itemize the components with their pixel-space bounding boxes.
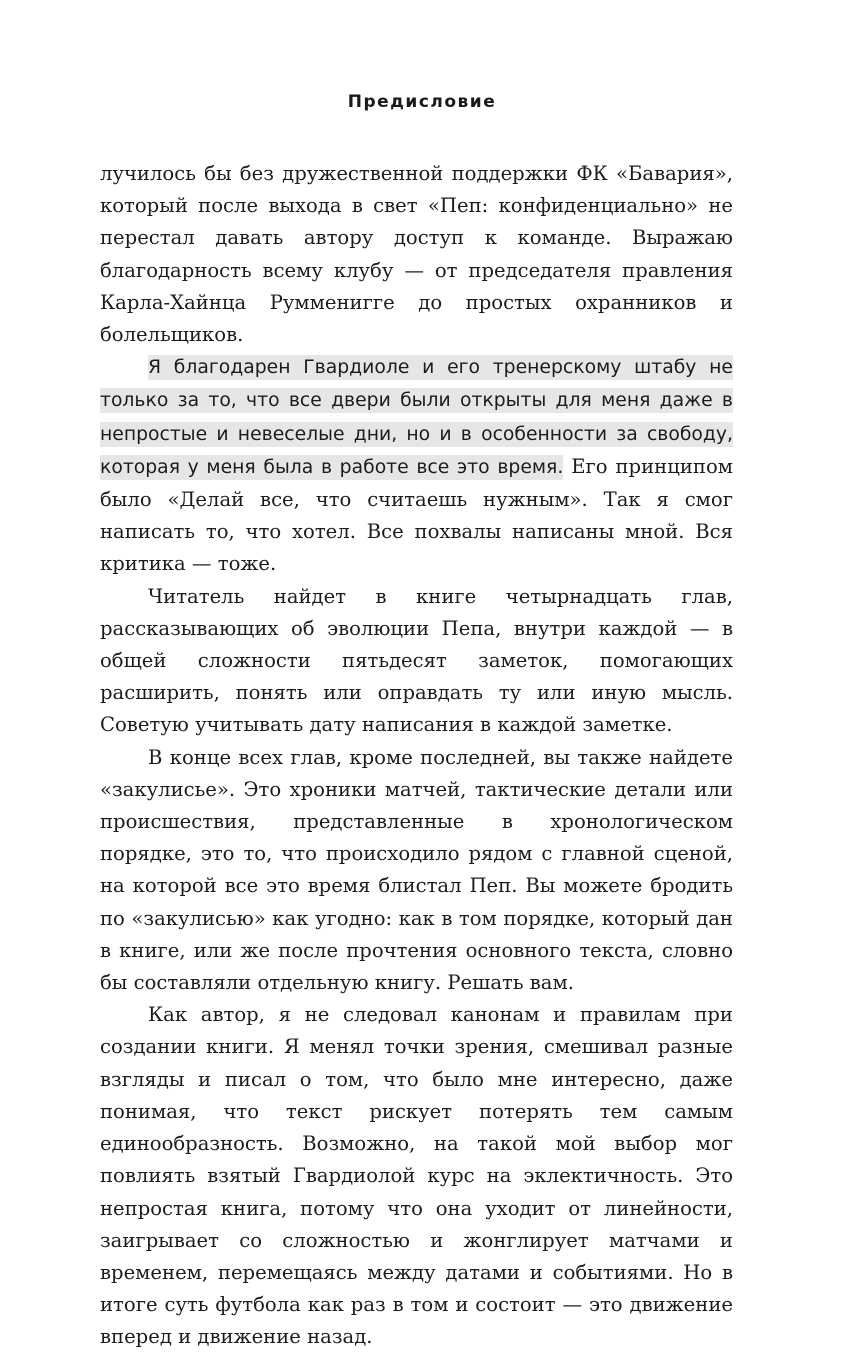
highlighted-text: Я благодарен Гвардиоле и его тренерскому штабу не только за то, что все двери были открыты для меня даже в непростые и невеселые дни, но и в особенности за свободу, которая у меня была в работе все это время. xyxy=(100,357,733,478)
paragraph-5 xyxy=(100,999,733,1353)
paragraph-1 xyxy=(100,158,733,351)
paragraph-3-text: Читатель найдет в книге четырнадцать глав, рассказывающих об эволюции Пепа, внутри каждой — в общей сложности пятьдесят заметок, помогающих расширить, понять или оправдать ту или иную мысль. Советую учитывать дату написания в каждой заметке. xyxy=(100,584,733,737)
paragraph-3 xyxy=(100,581,733,742)
paragraph-2-text: Его принципом было «Делай все, что считаешь нужным». Так я смог написать то, что хотел. Все похвалы написаны мной. Вся критика — тоже. xyxy=(100,454,733,576)
paragraph-5-text: Как автор, я не следовал канонам и правилам при создании книги. Я менял точки зрения, смешивал разные взгляды и писал о том, что было мне интересно, даже понимая, что текст рискует потерять тем самым единообразность. Возможно, на такой мой выбор мог повлиять взятый Гвардиолой курс на эклектичность. Это непростая книга, потому что она уходит от линейности, заигрывает со сложностью и жонглирует матчами и временем, перемещаясь между датами и событиями. Но в итоге суть футбола как раз в том и состоит — это движение вперед и движение назад. xyxy=(100,1003,733,1349)
paragraph-1-text: лучилось бы без дружественной поддержки ФК «Бавария», который после выхода в свет «Пеп: конфиденциально» не перестал давать автору доступ к команде. Выражаю благодарность всему клубу — от председателя правления Карла-Хайнца Румменигге до простых охранников и болельщиков. xyxy=(100,162,733,347)
body-text xyxy=(100,158,733,1354)
paragraph-4 xyxy=(100,742,733,1000)
paragraph-4-text: В конце всех глав, кроме последней, вы также найдете «закулисье». Это хроники матчей, тактические детали или происшествия, представленные в хронологическом порядке, это то, что происходило рядом с главной сценой, на которой все это время блистал Пеп. Вы можете бродить по «закулисью» как угодно: как в том порядке, который дан в книге, или же после прочтения основного текста, словно бы составляли отдельную книгу. Решать вам. xyxy=(100,745,733,995)
running-header: Предисловие xyxy=(347,92,497,112)
paragraph-2 xyxy=(100,351,733,580)
